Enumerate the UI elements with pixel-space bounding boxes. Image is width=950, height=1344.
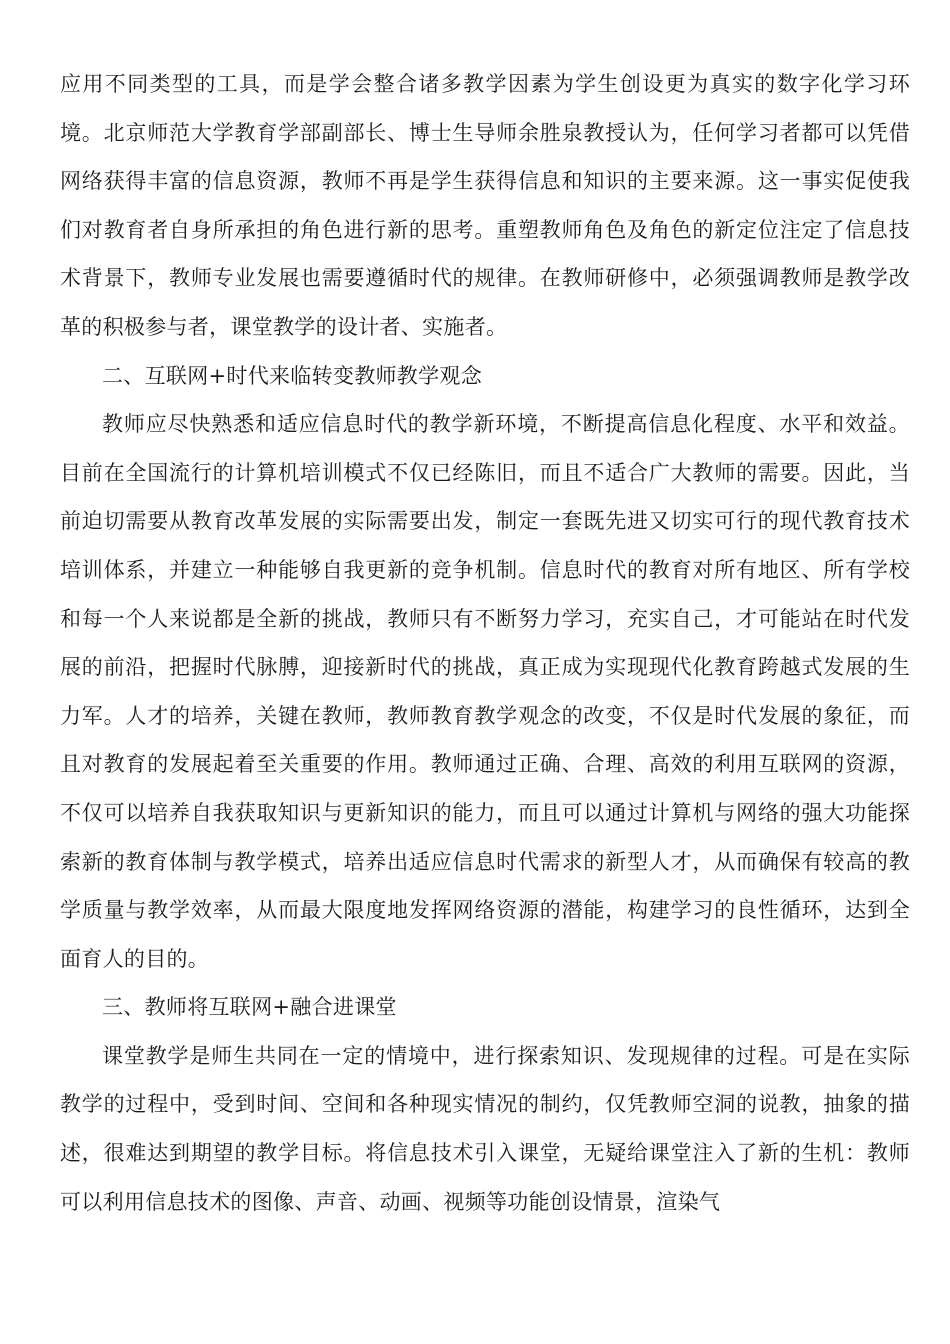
body-paragraph: 教师应尽快熟悉和适应信息时代的教学新环境，不断提高信息化程度、水平和效益。目前在全国流行的计算机培训模式不仅已经陈旧，而且不适合广大教师的需要。因此，当前迫切需要从教育改革发展的实际需要出发，制定一套既先进又切实可行的现代教育技术培训体系，并建立一种能够自我更新的竞争机制。信息时代的教育对所有地区、所有学校和每一个人来说都是全新的挑战，教师只有不断努力学习，充实自己，才可能站在时代发展的前沿，把握时代脉膊，迎接新时代的挑战，真正成为实现现代化教育跨越式发展的生力军。人才的培养，关键在教师，教师教育教学观念的改变，不仅是时代发展的象征，而且对教育的发展起着至关重要的作用。教师通过正确、合理、高效的利用互联网的资源，不仅可以培养自我获取知识与更新知识的能力，而且可以通过计算机与网络的强大功能探索新的教育体制与教学模式，培养出适应信息时代需求的新型人才，从而确保有较高的教学质量与教学效率，从而最大限度地发挥网络资源的潜能，构建学习的良性循环，达到全面育人的目的。: [60, 412, 910, 971]
body-paragraph: 应用不同类型的工具，而是学会整合诸多教学因素为学生创设更为真实的数字化学习环境。北京师范大学教育学部副部长、博士生导师余胜泉教授认为，任何学习者都可以凭借网络获得丰富的信息资源，教师不再是学生获得信息和知识的主要来源。这一事实促使我们对教育者自身所承担的角色进行新的思考。重塑教师角色及角色的新定位注定了信息技术背景下，教师专业发展也需要遵循时代的规律。在教师研修中，必须强调教师是教学改革的积极参与者，课堂教学的设计者、实施者。: [60, 72, 910, 339]
document-page: [60, 60, 910, 1226]
body-paragraph: 课堂教学是师生共同在一定的情境中，进行探索知识、发现规律的过程。可是在实际教学的过程中，受到时间、空间和各种现实情况的制约，仅凭教师空洞的说教，抽象的描述，很难达到期望的教学目标。将信息技术引入课堂，无疑给课堂注入了新的生机：教师可以利用信息技术的图像、声音、动画、视频等功能创设情景，渲染气: [60, 1043, 910, 1214]
section-heading: 三、教师将互联网+融合进课堂: [102, 995, 397, 1020]
section-heading: 二、互联网+时代来临转变教师教学观念: [102, 363, 482, 388]
